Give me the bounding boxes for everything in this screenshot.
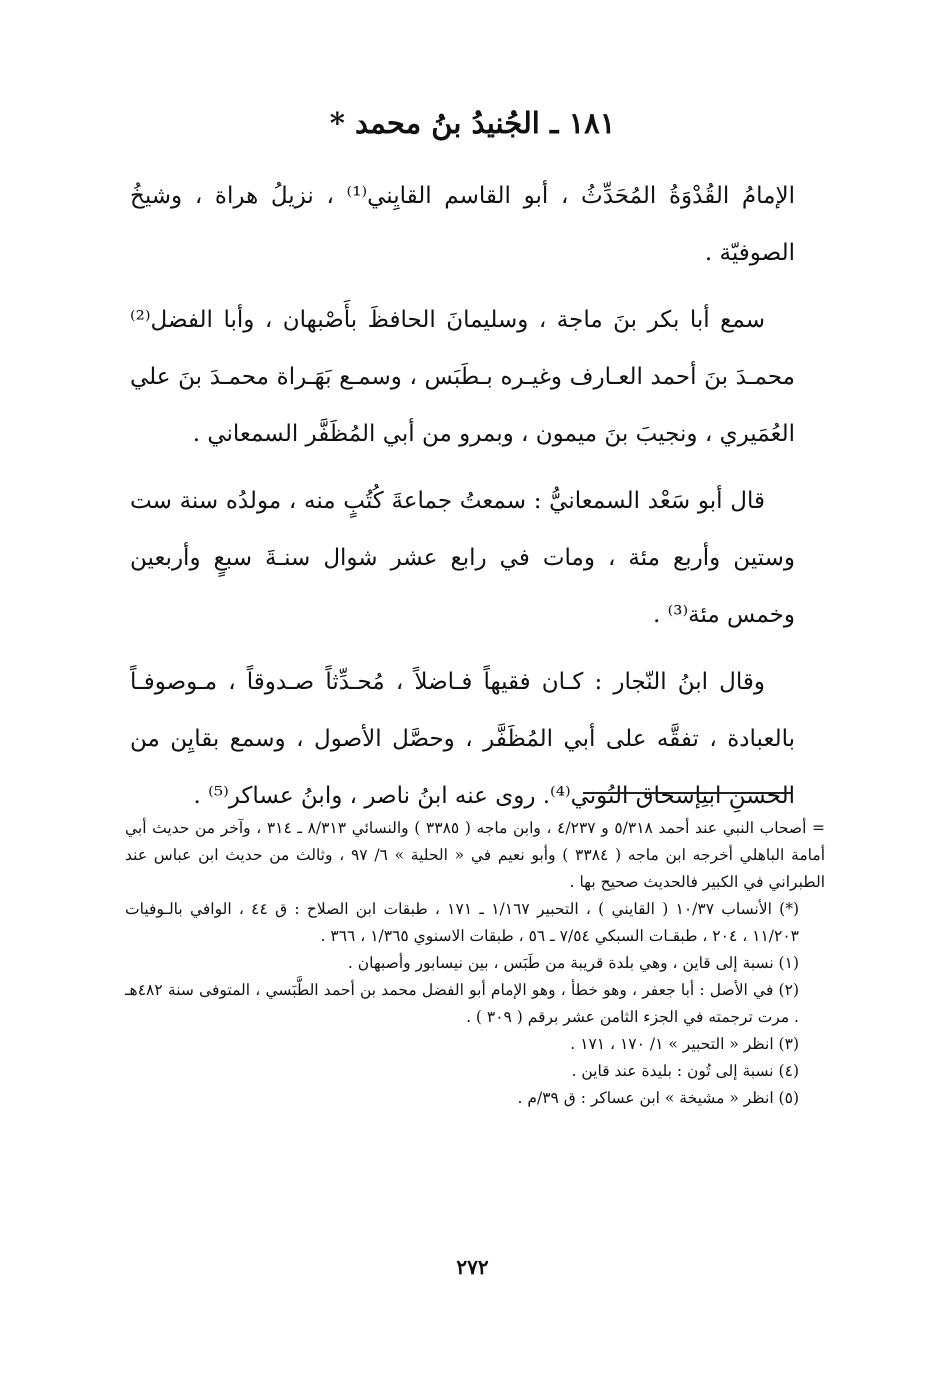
paragraph-najjar: وقال ابنُ النّجار : كـان فقيهاً فـاضلاً ، مُحـدِّثاً صـدوقاً ، مـوصوفـاً بالعبادة ، تفقَّه على أبي المُظَفَّر ، وحصَّل الأصول ، وسمع بقايِن من الحسنِ ابنِإسحاق التُوني⁽⁴⁾. روى عنه ابنُ ناصر ، وابنُ عساكر⁽⁵⁾ .	[130, 669, 795, 809]
footnotes	[125, 815, 825, 1112]
footnote-continuation: = أصحاب النبي عند أحمد ٥/٣١٨ و ٤/٢٣٧ ، وابن ماجه ( ٣٣٨٥ ) والنسائي ٨/٣١٣ ـ ٣١٤ ، وآخر من حديث أبي أمامة الباهلي أخرجه ابن ماجه ( ٣٣٨٤ ) وأبو نعيم في « الحلية » ٦/ ٩٧ ، وثالث من حديث ابن عباس عند الطبراني في الكبير فالحديث صحيح بها .	[125, 819, 826, 891]
page-number: ٢٧٢	[456, 1255, 489, 1279]
footnote-3: (٣) انظر « التحبير » ١/ ١٧٠ ، ١٧١ .	[570, 1035, 799, 1053]
paragraph-teachers: سمع أبا بكر بنَ ماجة ، وسليمانَ الحافظَ بأَصْبهان ، وأبا الفضل⁽²⁾ محمـدَ بنَ أحمد العـارف وغيـره بـطَبَس ، وسمـع بَهَـراة محمـدَ بنَ علي العُمَيري ، ونجيبَ بنَ ميمون ، وبمرو من أبي المُظَفَّر السمعاني .	[130, 307, 795, 447]
entry-title: ١٨١ ـ الجُنيدُ بنُ محمد *	[329, 106, 616, 140]
footnote-separator	[583, 792, 791, 794]
main-text	[130, 168, 795, 835]
paragraph-intro: الإمامُ القُدْوَةُ المُحَدِّثُ ، أبو القاسم القايِني⁽¹⁾ ، نزيلُ هراة ، وشيخُ الصوفيّة .	[130, 183, 795, 266]
footnote-4: (٤) نسبة إلى تُون : بليدة عند قاين .	[571, 1062, 799, 1080]
footnote-5: (٥) انظر « مشيخة » ابن عساكر : ق ٣٩/م .	[517, 1089, 799, 1107]
paragraph-samani: قال أبو سَعْد السمعانيُّ : سمعتُ جماعةَ كُتُبٍ منه ، مولدُه سنة ست وستين وأربع مئة ، ومات في رابع عشر شوال سنـةَ سبعٍ وأربعين وخمس مئة⁽³⁾ .	[130, 488, 795, 628]
footnote-1: (١) نسبة إلى قاين ، وهي بلدة قريبة من طَبَس ، بين نيسابور وأصبهان .	[347, 954, 799, 972]
footnote-2: (٢) في الأصل : أبا جعفر ، وهو خطأ ، وهو الإمام أبو الفضل محمد بن أحمد الطَّبَسي ، المتوفى سنة ٤٨٢هـ . مرت ترجمته في الجزء الثامن عشر برقم ( ٣٠٩ ) .	[125, 981, 799, 1026]
footnote-sources: (*) الأنساب ١٠/٣٧ ( القايني ) ، التحبير ١/١٦٧ ـ ١٧١ ، طبقات ابن الصلاح : ق ٤٤ ، الوافي بالـوفيات ١١/٢٠٣ ، ٢٠٤ ، طبقـات السبكي ٧/٥٤ ـ ٥٦ ، طبقات الاسنوي ١/٣٦٥ ، ٣٦٦ .	[125, 900, 799, 945]
